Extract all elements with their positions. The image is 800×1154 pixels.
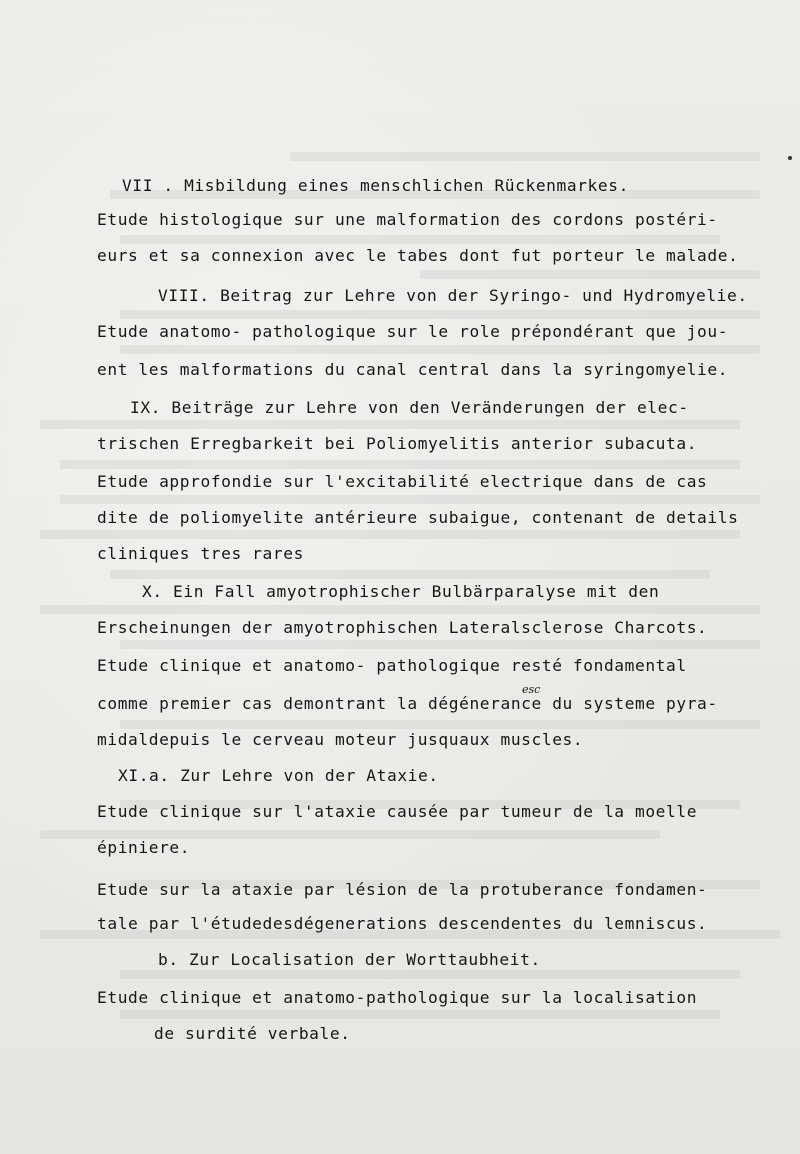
section-x-line-3: midaldepuis le cerveau moteur jusquaux muscles. bbox=[97, 730, 584, 749]
section-xi-b-line-1: Etude clinique et anatomo-pathologique sur la localisation bbox=[97, 988, 698, 1007]
section-vii-line-2: eurs et sa connexion avec le tabes dont fut porteur le malade. bbox=[97, 246, 739, 265]
section-x-line-1: Etude clinique et anatomo- pathologique resté fondamental bbox=[97, 656, 687, 675]
section-xi-a-heading: XI.a. Zur Lehre von der Ataxie. bbox=[118, 766, 439, 785]
section-xi-b-heading: b. Zur Localisation der Worttaubheit. bbox=[158, 950, 541, 969]
section-xi-a-line-4: tale par l'étudedesdégenerations descendentes du lemniscus. bbox=[97, 914, 708, 933]
section-xi-a-line-1: Etude clinique sur l'ataxie causée par tumeur de la moelle bbox=[97, 802, 698, 821]
section-ix-line-2: dite de poliomyelite antérieure subaigue, contenant de details bbox=[97, 508, 739, 527]
section-vii-line-1: Etude histologique sur une malformation des cordons postéri- bbox=[97, 210, 718, 229]
section-ix-heading: IX. Beiträge zur Lehre von den Veränderungen der elec- bbox=[130, 398, 689, 417]
section-viii-line-1: Etude anatomo- pathologique sur le role prépondérant que jou- bbox=[97, 322, 729, 341]
section-ix-heading-cont: trischen Erregbarkeit bei Poliomyelitis anterior subacuta. bbox=[97, 434, 698, 453]
handwritten-insertion: esc bbox=[522, 683, 541, 696]
section-viii-line-2: ent les malformations du canal central dans la syringomyelie. bbox=[97, 360, 729, 379]
section-x-line-2: comme premier cas demontrant la dégénerance du systeme pyra- bbox=[97, 694, 718, 713]
speck-mark bbox=[788, 156, 792, 160]
section-vii-heading: VII . Misbildung eines menschlichen Rückenmarkes. bbox=[122, 176, 629, 195]
section-x-heading-cont: Erscheinungen der amyotrophischen Lateralsclerose Charcots. bbox=[97, 618, 708, 637]
section-xi-a-line-2: épiniere. bbox=[97, 838, 191, 857]
section-xi-b-line-2: de surdité verbale. bbox=[154, 1024, 351, 1043]
section-xi-a-line-3: Etude sur la ataxie par lésion de la protuberance fondamen- bbox=[97, 880, 708, 899]
section-x-heading: X. Ein Fall amyotrophischer Bulbärparalyse mit den bbox=[142, 582, 660, 601]
section-ix-line-3: cliniques tres rares bbox=[97, 544, 304, 563]
section-viii-heading: VIII. Beitrag zur Lehre von der Syringo- und Hydromyelie. bbox=[158, 286, 748, 305]
section-ix-line-1: Etude approfondie sur l'excitabilité electrique dans de cas bbox=[97, 472, 708, 491]
